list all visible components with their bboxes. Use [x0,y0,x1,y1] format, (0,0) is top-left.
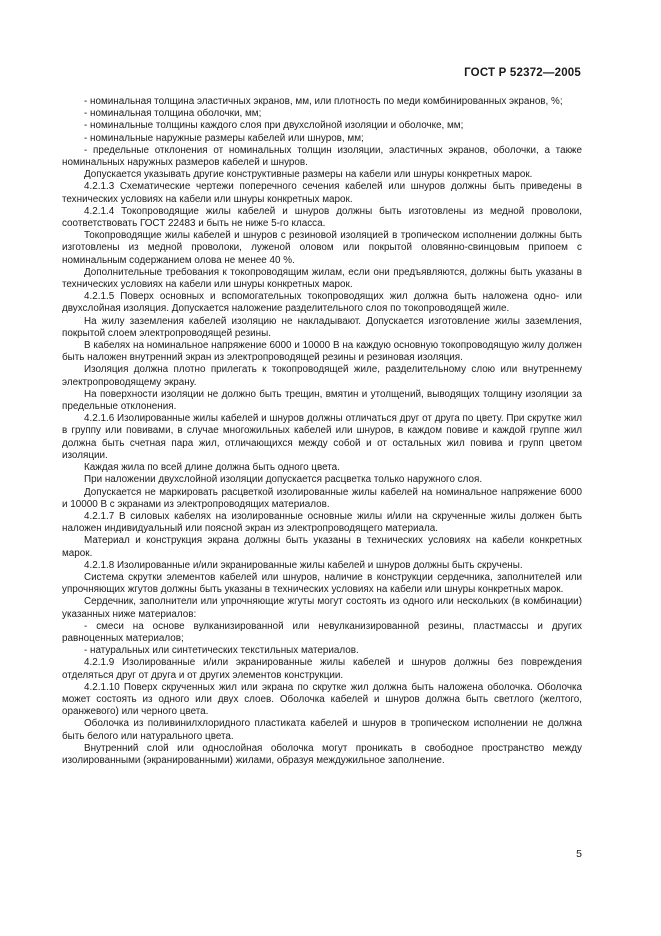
paragraph: - номинальная толщина эластичных экранов, мм, или плотность по меди комбинированных экранов, %; [84,96,563,107]
paragraph: На жилу заземления кабелей изоляцию не накладывают. Допускается изготовление жилы заземления, покрытой слоем электропроводящей резины. [62,315,582,339]
paragraph: 4.2.1.4 Токопроводящие жилы кабелей и шнуров должны быть изготовлены из медной проволоки, соответствовать ГОСТ 22483 и быть не ниже 5-го класса. [62,205,582,230]
paragraph: Внутренний слой или однослойная оболочка могут проникать в свободное пространство между изолированными (экранированными) жилами, образуя междужильное заполнение. [62,742,582,766]
paragraph: 4.2.1.9 Изолированные и/или экранированные жилы кабелей и шнуров должны без повреждения отделяться друг от друга и от других элементов конструкции. [62,657,582,681]
paragraph: 4.2.1.3 Схематические чертежи поперечного сечения кабелей или шнуров должны быть приведены в технических условиях на кабели или шнуры конкретных марок. [62,181,582,205]
paragraph: 4.2.1.10 Поверх скрученных жил или экрана по скрутке жил должна быть наложена оболочка. Оболочка может состоять из одного или двух слоев. Оболочка кабелей и шнуров должна быть светлого (желтого, оранжевого) или черного цвета. [62,681,582,718]
paragraph: - номинальная толщина оболочки, мм; [84,108,262,120]
paragraph: - предельные отклонения от номинальных толщин изоляции, эластичных экранов, оболочки, а также номинальных наружных размеров кабелей и шнуров. [62,144,582,169]
paragraph: - натуральных или синтетических текстильных материалов. [84,645,359,657]
paragraph: 4.2.1.8 Изолированные и/или экранированные жилы кабелей и шнуров должны быть скручены. [84,559,523,571]
paragraph: Каждая жила по всей длине должна быть одного цвета. [84,462,340,474]
document-header: ГОСТ Р 52372—2005 [464,67,581,79]
paragraph: Допускается указывать другие конструктивные размеры на кабели или шнуры конкретных марок. [84,169,533,181]
paragraph: Изоляция должна плотно прилегать к токопроводящей жиле, разделительному слою или внутреннему электропроводящему экрану. [62,364,582,388]
paragraph: 4.2.1.7 В силовых кабелях на изолированные основные жилы и/или на скрученные жилы должен быть наложен индивидуальный или поясной экран из электропроводящего материала. [62,510,582,535]
paragraph: Дополнительные требования к токопроводящим жилам, если они предъявляются, должны быть указаны в технических условиях на кабели или шнуры конкретных марок. [62,266,582,291]
paragraph: Система скрутки элементов кабелей или шнуров, наличие в конструкции сердечника, заполнителей или упрочняющих жгутов должны быть указаны в технических условиях на кабели или шнуры конкретных марок. [62,571,582,596]
document-body [62,96,582,767]
page-number: 5 [576,848,582,860]
paragraph: В кабелях на номинальное напряжение 6000 и 10000 В на каждую основную токопроводящую жилу должен быть наложен внутренний экран из электропроводящей резины и резиновая изоляция. [62,340,582,364]
paragraph: Материал и конструкция экрана должны быть указаны в технических условиях на кабели конкретных марок. [62,535,582,559]
paragraph: 4.2.1.6 Изолированные жилы кабелей и шнуров должны отличаться друг от друга по цвету. При скрутке жил в группу или повивами, в случае многожильных кабелей или шнуров, в каждом повиве и каждой группе жил должна быть счетная пара жил, отличающихся между собой и от остальных жил повива и групп цветом изоляции. [62,413,582,461]
paragraph: Оболочка из поливинилхлоридного пластиката кабелей и шнуров в тропическом исполнении не должна быть белого или натурального цвета. [62,718,582,742]
paragraph: Сердечник, заполнители или упрочняющие жгуты могут состоять из одного или нескольких (в комбинации) указанных ниже материалов: [62,596,582,620]
paragraph: При наложении двухслойной изоляции допускается расцветка только наружного слоя. [84,474,483,486]
paragraph: Допускается не маркировать расцветкой изолированные жилы кабелей на номинальное напряжение 6000 и 10000 В с экранами из электропроводящих материалов. [62,486,582,510]
paragraph: - смеси на основе вулканизированной или невулканизированной резины, пластмассы и других равноценных материалов; [62,620,582,644]
paragraph: 4.2.1.5 Поверх основных и вспомогательных токопроводящих жил должна быть наложена одно- или двухслойная изоляция. Допускается наложение разделительного слоя по токопроводящей жиле. [62,291,582,315]
paragraph: На поверхности изоляции не должно быть трещин, вмятин и утолщений, выводящих толщину изоляции за предельные отклонения. [62,388,582,413]
paragraph: - номинальные наружные размеры кабелей или шнуров, мм; [84,132,364,144]
paragraph: - номинальные толщины каждого слоя при двухслойной изоляции и оболочке, мм; [84,120,464,132]
paragraph: Токопроводящие жилы кабелей и шнуров с резиновой изоляцией в тропическом исполнении должны быть изготовлены из медной проволоки, луженой оловом или покрытой оловянно-свинцовым припоем с номинальным содержанием олова не менее 40 %. [62,230,582,266]
